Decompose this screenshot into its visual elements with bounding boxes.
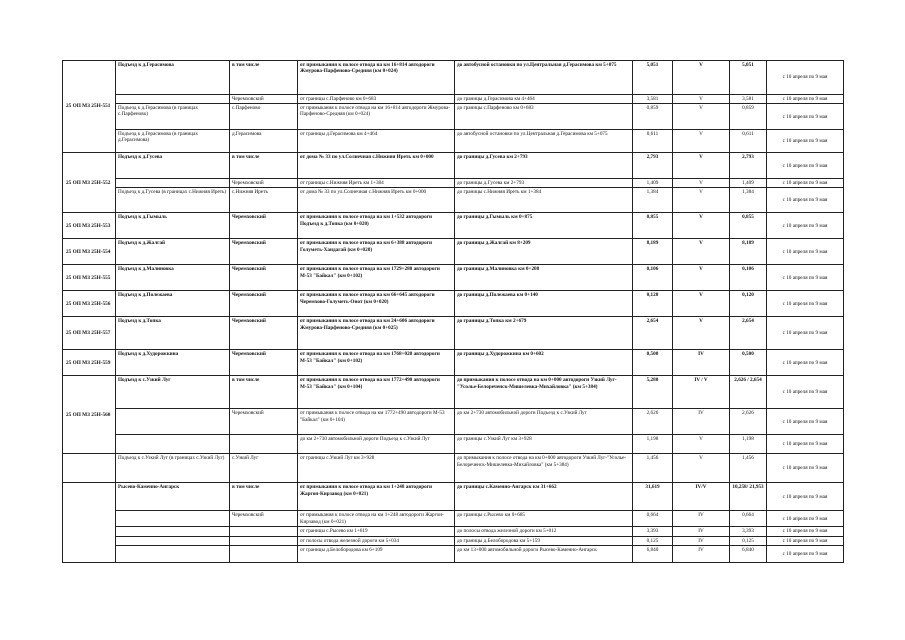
segment-from: от примыкания к полосе отвода на км 6+388 автодороги Голуметь-Хандагай (км 0+020) [298, 239, 455, 265]
segment-to: до границы д.Полежаева км 0+140 [455, 291, 633, 317]
road-name: Подъезд к д.Герасимова (в границах д.Герасимова) [116, 130, 230, 153]
road-code: 25 ОП МЗ 25Н-557 [63, 317, 116, 350]
segment-to: до границы д.Гусева км 2+793 [455, 179, 633, 188]
road-name: Подъезд к д.Герасимова [116, 61, 230, 95]
category: V [673, 188, 730, 213]
table-row [63, 376, 844, 409]
segment-to: до границы с.Каменно-Ангарск км 31+662 [455, 483, 633, 511]
road-code [63, 454, 116, 483]
road-name [116, 545, 230, 562]
length-by-category: 2,793 [730, 153, 767, 179]
table-row [63, 454, 844, 483]
segment-to: до границы с.Рысево км 0+685 [455, 511, 633, 527]
restriction-period: с 10 апреля по 9 мая [767, 95, 844, 104]
category: IV [673, 545, 730, 562]
restriction-period: с 10 апреля по 9 мая [767, 104, 844, 130]
table-row [63, 527, 844, 536]
settlement: Черемховский [230, 409, 298, 435]
settlement: в том числе [230, 153, 298, 179]
road-name: Подъезд к д.Малиновка [116, 265, 230, 291]
restriction-period: с 10 апреля по 9 мая [767, 350, 844, 376]
segment-from: от границы с.Узкий Луг км 3+928 [298, 454, 455, 483]
segment-to: до границы с.Узкий Луг км 3+928 [455, 435, 633, 454]
document-page [62, 60, 843, 563]
length-by-category: 6,840 [730, 545, 767, 562]
category: V [673, 179, 730, 188]
settlement: Черемховский [230, 179, 298, 188]
length-by-category: 5,051 [730, 61, 767, 95]
road-code: 25 ОП МЗ 25Н-559 [63, 350, 116, 376]
road-name: Подъезд к д.Гусева [116, 153, 230, 179]
length-by-category: 10,258/ 21,953 [730, 483, 767, 511]
road-code: 25 ОП МЗ 25Н-554 [63, 239, 116, 265]
length-by-category: 2,626 / 2,654 [730, 376, 767, 409]
length-by-category: 0,859 [730, 104, 767, 130]
length: 2,654 [633, 317, 673, 350]
table-row [63, 536, 844, 545]
table-row [63, 179, 844, 188]
length: 0,120 [633, 291, 673, 317]
category: IV / V [673, 376, 730, 409]
segment-from: от примыкания к полосе отвода на км 16+814 автодороги Жмурова-Парфеново-Средняя (км 0+024) [298, 61, 455, 95]
length: 3,393 [633, 527, 673, 536]
length-by-category: 2,654 [730, 317, 767, 350]
road-code: 25 ОП МЗ 25Н-553 [63, 213, 116, 239]
length-by-category: 0,106 [730, 265, 767, 291]
category: IV [673, 409, 730, 435]
segment-from: от границы д.Герасимова км 4+464 [298, 130, 455, 153]
length: 0,500 [633, 350, 673, 376]
segment-to: до границы д.Гусева км 2+793 [455, 153, 633, 179]
segment-from: от границы д.Белобородова км 6+109 [298, 545, 455, 562]
category: V [673, 291, 730, 317]
restriction-period: с 10 апреля по 9 мая [767, 265, 844, 291]
settlement: в том числе [230, 376, 298, 409]
settlement: Черемховский [230, 213, 298, 239]
segment-to: до примыкания к полосе отвода на км 0+000 автодороги Узкий Луг-"Усолье-Белореченск-Мишелевка-Михайловка" (км 5+384) [455, 376, 633, 409]
segment-to: до примыкания к полосе отвода на км 0+000 автодороги Узкий Луг-"Усолье-Белореченск-Мишелевка-Михайловка" (км 5+384) [455, 454, 633, 483]
road-name [116, 179, 230, 188]
restriction-period: с 10 апреля по 9 мая [767, 409, 844, 435]
settlement [230, 536, 298, 545]
segment-from: от дома № 33 по ул.Солнечная с.Нижняя Иреть км 0+000 [298, 153, 455, 179]
length-by-category: 3,393 [730, 527, 767, 536]
length-by-category: 0,120 [730, 291, 767, 317]
road-name [116, 435, 230, 454]
category: V [673, 104, 730, 130]
road-name: Подъезд к с.Узкий Луг (в границах с.Узкий Луг) [116, 454, 230, 483]
settlement: Черемховский [230, 350, 298, 376]
length-by-category: 0,611 [730, 130, 767, 153]
table-row [63, 153, 844, 179]
road-name: Подъезд к д.Жалгай [116, 239, 230, 265]
segment-from: от примыкания к полосе отвода на км 1729+280 автодороги М-53 "Байкал" (км 0+102) [298, 265, 455, 291]
segment-from: до км 2+730 автомобильной дороги Подъезд к с.Узкий Луг [298, 435, 455, 454]
segment-to: до границы д.Топка км 2+679 [455, 317, 633, 350]
length: 5,051 [633, 61, 673, 95]
segment-from: от примыкания к полосе отвода на км 1772+490 автодороги М-53 "Байкал" (км 0+104) [298, 409, 455, 435]
segment-to: до границы д.Герасимова км 4+464 [455, 95, 633, 104]
length: 1,456 [633, 454, 673, 483]
category: IV [673, 511, 730, 527]
settlement: с.Парфеново [230, 104, 298, 130]
restriction-period: с 10 апреля по 9 мая [767, 376, 844, 409]
segment-to: до границы д.Малиновка км 0+208 [455, 265, 633, 291]
restriction-period: с 10 апреля по 9 мая [767, 130, 844, 153]
restriction-period: с 10 апреля по 9 мая [767, 213, 844, 239]
settlement: Черемховский [230, 95, 298, 104]
segment-from: от границы с.Парфеново км 0+683 [298, 95, 455, 104]
table-row [63, 350, 844, 376]
length: 0,855 [633, 213, 673, 239]
segment-to: до границы д.Гымыль км 0+875 [455, 213, 633, 239]
table-row [63, 317, 844, 350]
length: 0,859 [633, 104, 673, 130]
segment-from: от границы с.Рысево км 1+619 [298, 527, 455, 536]
restriction-period: с 10 апреля по 9 мая [767, 511, 844, 527]
category: IV/V [673, 483, 730, 511]
segment-to: до автобусной остановки по ул.Центральная д.Герасимова км 5+075 [455, 130, 633, 153]
segment-to: до границы с.Парфеново км 0+683 [455, 104, 633, 130]
length-by-category: 0,125 [730, 536, 767, 545]
category: V [673, 435, 730, 454]
road-name [116, 536, 230, 545]
category: V [673, 213, 730, 239]
length: 1,198 [633, 435, 673, 454]
road-name: Рысево-Каменно-Ангарск [116, 483, 230, 511]
restriction-period: с 10 апреля по 9 мая [767, 483, 844, 511]
restriction-period: с 10 апреля по 9 мая [767, 239, 844, 265]
length-by-category: 0,664 [730, 511, 767, 527]
restriction-period: с 10 апреля по 9 мая [767, 454, 844, 483]
category: V [673, 95, 730, 104]
length: 1,384 [633, 188, 673, 213]
segment-from: от примыкания к полосе отвода на км 1+248 автодороги Жаргон-Кирзавод (км 0+021) [298, 511, 455, 527]
length-by-category: 8,189 [730, 239, 767, 265]
length-by-category: 2,626 [730, 409, 767, 435]
road-name [116, 95, 230, 104]
length: 0,106 [633, 265, 673, 291]
length-by-category: 1,409 [730, 179, 767, 188]
settlement: Черемховский [230, 291, 298, 317]
category: V [673, 454, 730, 483]
length-by-category: 1,456 [730, 454, 767, 483]
segment-from: от примыкания к полосе отвода на км 1+248 автодороги Жаргон-Кирзавод (км 0+021) [298, 483, 455, 511]
segment-from: от примыкания к полосе отвода на км 1+532 автодороги Подъезд к д.Топка (км 0+020) [298, 213, 455, 239]
settlement: с.Узкий Луг [230, 454, 298, 483]
segment-from: от примыкания к полосе отвода на км 24+606 автодороги Жмурова-Парфеново-Средняя (км 0+025) [298, 317, 455, 350]
category: IV [673, 350, 730, 376]
restriction-period: с 10 апреля по 9 мая [767, 527, 844, 536]
segment-from: от полосы отвода железной дороги км 5+034 [298, 536, 455, 545]
road-name: Подъезд к д.Полежаева [116, 291, 230, 317]
length: 31,619 [633, 483, 673, 511]
settlement [230, 435, 298, 454]
road-code: 25 ОП МЗ 25Н-551 [63, 61, 116, 153]
table-row [63, 511, 844, 527]
roads-table [62, 60, 844, 563]
length-by-category: 1,384 [730, 188, 767, 213]
length-by-category: 0,855 [730, 213, 767, 239]
length-by-category: 0,500 [730, 350, 767, 376]
road-code [63, 483, 116, 562]
segment-to: до км 2+730 автомобильной дороги Подъезд к с.Узкий Луг [455, 409, 633, 435]
category: V [673, 265, 730, 291]
road-code: 25 ОП МЗ 25Н-552 [63, 153, 116, 213]
category: V [673, 61, 730, 95]
table-row [63, 188, 844, 213]
table-row [63, 545, 844, 562]
road-name: Подъезд к д.Гусева (в границах с.Нижняя Иреть) [116, 188, 230, 213]
segment-to: до полосы отвода железной дороги км 5+012 [455, 527, 633, 536]
category: V [673, 317, 730, 350]
settlement: с.Нижняя Иреть [230, 188, 298, 213]
segment-to: до км 13+000 автомобильной дороги Рысево-Каменно-Ангарск [455, 545, 633, 562]
restriction-period: с 10 апреля по 9 мая [767, 291, 844, 317]
segment-from: от примыкания к полосе отвода на км 1772+490 автодороги М-53 "Байкал" (км 0+104) [298, 376, 455, 409]
settlement: Черемховский [230, 265, 298, 291]
restriction-period: с 10 апреля по 9 мая [767, 153, 844, 179]
settlement: Черемховский [230, 511, 298, 527]
road-code: 25 ОП МЗ 25Н-556 [63, 291, 116, 317]
segment-to: до границы д.Худорожкина км 0+602 [455, 350, 633, 376]
road-name [116, 409, 230, 435]
length: 0,125 [633, 536, 673, 545]
segment-from: от дома № 33 по ул.Солнечная с.Нижняя Иреть км 0+000 [298, 188, 455, 213]
category: V [673, 153, 730, 179]
length-by-category: 3,581 [730, 95, 767, 104]
restriction-period: с 10 апреля по 9 мая [767, 61, 844, 95]
length: 2,793 [633, 153, 673, 179]
table-row [63, 95, 844, 104]
table-row [63, 483, 844, 511]
category: IV [673, 527, 730, 536]
settlement: Черемховский [230, 317, 298, 350]
table-row [63, 213, 844, 239]
length: 0,611 [633, 130, 673, 153]
length: 5,280 [633, 376, 673, 409]
restriction-period: с 10 апреля по 9 мая [767, 435, 844, 454]
table-row [63, 435, 844, 454]
road-code: 25 ОП МЗ 25Н-560 [63, 376, 116, 454]
category: IV [673, 536, 730, 545]
table-row [63, 409, 844, 435]
table-row [63, 104, 844, 130]
settlement [230, 527, 298, 536]
restriction-period: с 10 апреля по 9 мая [767, 536, 844, 545]
restriction-period: с 10 апреля по 9 мая [767, 179, 844, 188]
settlement [230, 545, 298, 562]
road-name: Подъезд к д.Гымыль [116, 213, 230, 239]
road-name: Подъезд к с.Узкий Луг [116, 376, 230, 409]
table-row [63, 61, 844, 95]
segment-from: от примыкания к полосе отвода на км 1768+020 автодороги М-53 "Байкал" (км 0+102) [298, 350, 455, 376]
category: V [673, 130, 730, 153]
settlement: д.Герасимова [230, 130, 298, 153]
length: 6,840 [633, 545, 673, 562]
length: 0,664 [633, 511, 673, 527]
settlement: Черемховский [230, 239, 298, 265]
restriction-period: с 10 апреля по 9 мая [767, 545, 844, 562]
length: 8,189 [633, 239, 673, 265]
table-row [63, 265, 844, 291]
length: 3,581 [633, 95, 673, 104]
segment-to: до границы с.Нижняя Иреть км 1+384 [455, 188, 633, 213]
table-row [63, 239, 844, 265]
restriction-period: с 10 апреля по 9 мая [767, 188, 844, 213]
road-name: Подъезд к д.Герасимова (в границах с.Парфеново) [116, 104, 230, 130]
road-code: 25 ОП МЗ 25Н-555 [63, 265, 116, 291]
length-by-category: 1,198 [730, 435, 767, 454]
table-row [63, 291, 844, 317]
segment-from: от границы с.Нижняя Иреть км 1+384 [298, 179, 455, 188]
restriction-period: с 10 апреля по 9 мая [767, 317, 844, 350]
length: 2,626 [633, 409, 673, 435]
length: 1,409 [633, 179, 673, 188]
road-name [116, 511, 230, 527]
segment-from: от примыкания к полосе отвода на км 16+814 автодороги Жмурова-Парфеново-Средняя (км 0+024) [298, 104, 455, 130]
segment-to: до границы д.Белобородова км 5+159 [455, 536, 633, 545]
settlement: в том числе [230, 61, 298, 95]
settlement: в том числе [230, 483, 298, 511]
segment-from: от примыкания к полосе отвода на км 66+645 автодороги Черемхово-Голуметь-Онот (км 0+020) [298, 291, 455, 317]
road-name: Подъезд к д.Худорожкина [116, 350, 230, 376]
segment-to: до границы д.Жалгай км 8+209 [455, 239, 633, 265]
table-row [63, 130, 844, 153]
road-name [116, 527, 230, 536]
category: V [673, 239, 730, 265]
road-name: Подъезд к д.Топка [116, 317, 230, 350]
segment-to: до автобусной остановки по ул.Центральная д.Герасимова км 5+075 [455, 61, 633, 95]
